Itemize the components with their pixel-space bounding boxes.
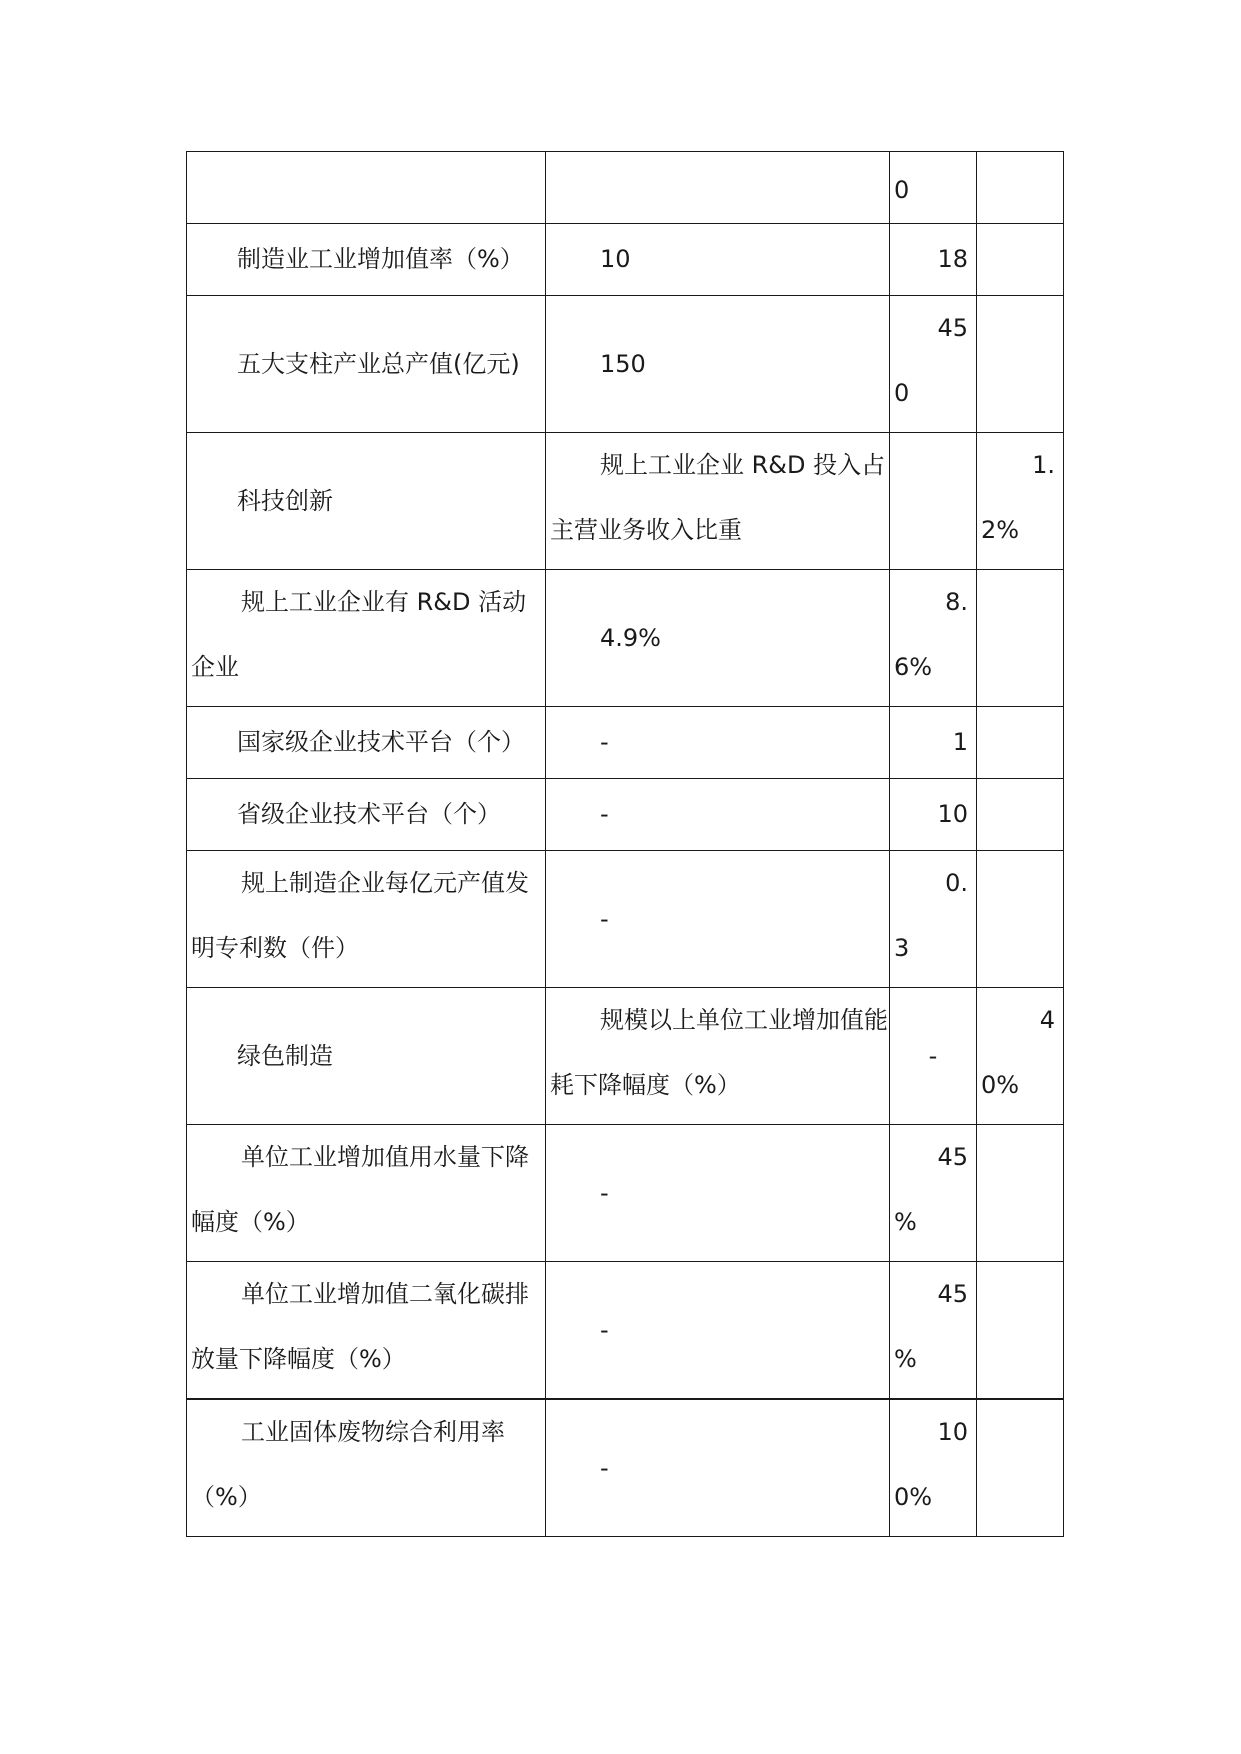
- sub-indicator-cell: -: [546, 1125, 890, 1262]
- sub-indicator-cell: -: [546, 1262, 890, 1400]
- value-cell: 8. 6%: [890, 570, 977, 707]
- value-cell: 10: [890, 779, 977, 851]
- sub-indicator-cell: 规模以上单位工业增加值能耗下降幅度（%）: [546, 988, 890, 1125]
- table-row: [187, 296, 1064, 433]
- sub-indicator-cell: -: [546, 851, 890, 988]
- table-row: [187, 1262, 1064, 1400]
- target-cell: [977, 779, 1064, 851]
- table-row: [187, 707, 1064, 779]
- table-row: [187, 1399, 1064, 1537]
- table-row: [187, 988, 1064, 1125]
- value-cell: [890, 433, 977, 570]
- target-cell: [977, 224, 1064, 296]
- table-row: [187, 433, 1064, 570]
- target-cell: [977, 152, 1064, 224]
- indicator-cell: 科技创新: [187, 433, 546, 570]
- target-cell: [977, 570, 1064, 707]
- sub-indicator-cell: -: [546, 707, 890, 779]
- value-cell: 18: [890, 224, 977, 296]
- indicator-cell: [187, 152, 546, 224]
- table-row: [187, 224, 1064, 296]
- sub-indicator-cell: 4.9%: [546, 570, 890, 707]
- sub-indicator-cell: 规上工业企业 R&D 投入占主营业务收入比重: [546, 433, 890, 570]
- indicator-cell: 绿色制造: [187, 988, 546, 1125]
- table-row: [187, 1125, 1064, 1262]
- table-row: [187, 851, 1064, 988]
- indicator-cell: 制造业工业增加值率（%）: [187, 224, 546, 296]
- target-cell: [977, 851, 1064, 988]
- indicator-cell: 规上工业企业有 R&D 活动企业: [187, 570, 546, 707]
- value-cell: 45 %: [890, 1125, 977, 1262]
- target-cell: [977, 1125, 1064, 1262]
- indicator-cell: 五大支柱产业总产值(亿元): [187, 296, 546, 433]
- indicator-cell: 国家级企业技术平台（个）: [187, 707, 546, 779]
- indicator-table: [186, 151, 1064, 1537]
- value-cell: 45 %: [890, 1262, 977, 1400]
- indicator-cell: 单位工业增加值用水量下降幅度（%）: [187, 1125, 546, 1262]
- sub-indicator-cell: [546, 152, 890, 224]
- target-cell: [977, 1262, 1064, 1400]
- value-cell: -: [890, 988, 977, 1125]
- target-cell: [977, 1399, 1064, 1537]
- target-cell: 4 0%: [977, 988, 1064, 1125]
- indicator-cell: 工业固体废物综合利用率（%）: [187, 1399, 546, 1537]
- value-cell: 1: [890, 707, 977, 779]
- sub-indicator-cell: -: [546, 1399, 890, 1537]
- sub-indicator-cell: -: [546, 779, 890, 851]
- table-row: [187, 152, 1064, 224]
- indicator-cell: 省级企业技术平台（个）: [187, 779, 546, 851]
- target-cell: 1. 2%: [977, 433, 1064, 570]
- target-cell: [977, 296, 1064, 433]
- value-cell: 10 0%: [890, 1399, 977, 1537]
- table-row: [187, 779, 1064, 851]
- table-row: [187, 570, 1064, 707]
- indicator-cell: 单位工业增加值二氧化碳排放量下降幅度（%）: [187, 1262, 546, 1400]
- value-cell: 0: [890, 152, 977, 224]
- sub-indicator-cell: 150: [546, 296, 890, 433]
- value-cell: 0. 3: [890, 851, 977, 988]
- target-cell: [977, 707, 1064, 779]
- indicator-cell: 规上制造企业每亿元产值发明专利数（件）: [187, 851, 546, 988]
- value-cell: 45 0: [890, 296, 977, 433]
- sub-indicator-cell: 10: [546, 224, 890, 296]
